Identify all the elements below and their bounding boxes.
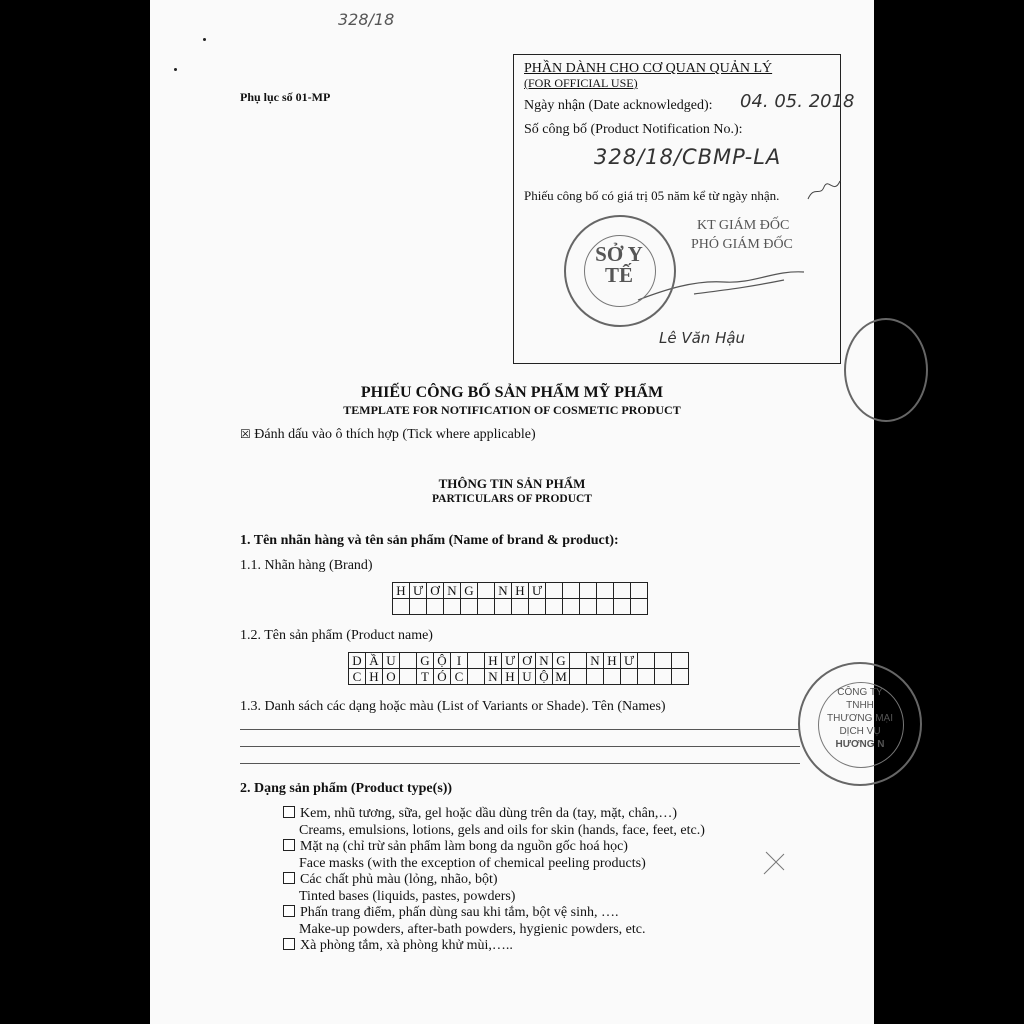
grid-cell: Ư	[529, 583, 546, 599]
brand-label: 1.1. Nhãn hàng (Brand)	[240, 558, 373, 573]
grid-cell	[614, 599, 631, 615]
grid-cell	[400, 653, 417, 669]
item-text-vi: Mặt nạ (chỉ trừ sản phẩm làm bong da nguồn gốc hoá học)	[300, 839, 628, 854]
grid-cell	[563, 583, 580, 599]
grid-cell	[614, 583, 631, 599]
grid-cell: D	[349, 653, 366, 669]
grid-cell: Ộ	[536, 669, 553, 685]
grid-cell	[546, 599, 563, 615]
checkbox[interactable]	[283, 905, 295, 917]
grid-cell	[468, 653, 485, 669]
date-acknowledged-value: 04. 05. 2018	[740, 91, 855, 112]
grid-cell	[444, 599, 461, 615]
grid-cell	[621, 669, 638, 685]
checkbox[interactable]	[283, 839, 295, 851]
checkbox[interactable]	[283, 872, 295, 884]
company-seal	[798, 662, 922, 786]
section2-heading: 2. Dạng sản phẩm (Product type(s))	[240, 781, 453, 796]
grid-cell	[529, 599, 546, 615]
grid-cell	[638, 653, 655, 669]
grid-cell	[427, 599, 444, 615]
grid-cell: M	[553, 669, 570, 685]
section1-heading: 1. Tên nhãn hàng và tên sản phẩm (Name of brand & product):	[240, 533, 619, 548]
product-name-grid	[348, 652, 689, 685]
grid-cell	[393, 599, 410, 615]
variants-label: 1.3. Danh sách các dạng hoặc màu (List of Variants or Shade). Tên (Names)	[240, 699, 666, 714]
grid-cell: H	[502, 669, 519, 685]
grid-cell	[400, 669, 417, 685]
item-text-en: Tinted bases (liquids, pastes, powders)	[299, 888, 516, 904]
company-seal-line: DỊCH VỤ	[839, 726, 881, 737]
product-type-item	[283, 806, 705, 839]
official-heading-en: (FOR OFFICIAL USE)	[524, 76, 638, 90]
grid-cell: Ư	[410, 583, 427, 599]
grid-cell	[461, 599, 478, 615]
handwritten-mark	[762, 848, 790, 878]
handwritten-initials	[806, 177, 846, 207]
grid-cell	[655, 653, 672, 669]
grid-cell	[655, 669, 672, 685]
grid-cell: N	[485, 669, 502, 685]
official-use-box	[513, 54, 855, 364]
grid-cell	[478, 599, 495, 615]
grid-cell	[597, 599, 614, 615]
grid-cell	[604, 669, 621, 685]
annex-label: Phụ lục số 01-MP	[240, 90, 331, 104]
grid-cell: G	[461, 583, 478, 599]
company-seal-line: TNHH	[846, 700, 874, 711]
company-seal-line: CÔNG TY	[837, 687, 883, 698]
product-type-list	[283, 806, 705, 955]
grid-cell	[580, 583, 597, 599]
grid-cell: T	[417, 669, 434, 685]
signer-name: Lê Văn Hậu	[659, 329, 746, 347]
variants-line	[240, 746, 800, 747]
product-name-label: 1.2. Tên sản phẩm (Product name)	[240, 628, 433, 643]
notification-number-label: Số công bố (Product Notification No.):	[524, 122, 743, 137]
item-text-vi: Phấn trang điểm, phấn dùng sau khi tắm, bột vệ sinh, ….	[300, 905, 619, 920]
grid-cell	[478, 583, 495, 599]
grid-cell	[563, 599, 580, 615]
grid-cell: Ơ	[519, 653, 536, 669]
grid-cell: C	[349, 669, 366, 685]
grid-cell	[495, 599, 512, 615]
checkbox[interactable]	[283, 806, 295, 818]
variants-line	[240, 763, 800, 764]
product-type-item	[283, 938, 705, 955]
particulars-title-en: PARTICULARS OF PRODUCT	[432, 493, 592, 505]
company-seal-line: THƯƠNG MẠI	[826, 713, 893, 724]
grid-cell	[672, 669, 689, 685]
item-text-vi: Xà phòng tắm, xà phòng khử mùi,…..	[300, 938, 513, 953]
signer-title-2: PHÓ GIÁM ĐỐC	[691, 237, 793, 252]
grid-cell	[570, 669, 587, 685]
item-text-en: Make-up powders, after-bath powders, hygienic powders, etc.	[299, 921, 646, 937]
grid-cell: U	[519, 669, 536, 685]
grid-cell: U	[383, 653, 400, 669]
checkbox[interactable]	[283, 938, 295, 950]
item-text-en: Creams, emulsions, lotions, gels and oils for skin (hands, face, feet, etc.)	[299, 822, 705, 838]
form-title-vi: PHIẾU CÔNG BỐ SẢN PHẨM MỸ PHẨM	[360, 384, 664, 401]
tick-note-text: Đánh dấu vào ô thích hợp (Tick where applicable)	[254, 427, 536, 442]
grid-cell	[638, 669, 655, 685]
grid-cell	[631, 599, 648, 615]
grid-cell: Ư	[621, 653, 638, 669]
product-type-item	[283, 872, 705, 905]
brand-grid-row	[393, 583, 648, 599]
grid-cell: Ộ	[434, 653, 451, 669]
company-seal-line: HƯƠNG N	[835, 739, 885, 750]
grid-cell	[587, 669, 604, 685]
grid-cell: H	[604, 653, 621, 669]
official-seal	[564, 215, 676, 327]
grid-cell: N	[587, 653, 604, 669]
grid-cell: H	[366, 669, 383, 685]
grid-cell: N	[495, 583, 512, 599]
grid-cell	[570, 653, 587, 669]
official-heading-vi: PHẦN DÀNH CHO CƠ QUAN QUẢN LÝ	[524, 61, 773, 76]
validity-note: Phiếu công bố có giá trị 05 năm kể từ ngày nhận.	[524, 188, 780, 203]
particulars-title-vi: THÔNG TIN SẢN PHẨM	[438, 476, 586, 491]
tick-note	[240, 427, 536, 443]
grid-cell: G	[553, 653, 570, 669]
grid-cell: Ư	[502, 653, 519, 669]
product-type-item	[283, 839, 705, 872]
grid-cell: N	[444, 583, 461, 599]
product-type-item	[283, 905, 705, 938]
variants-line	[240, 729, 800, 730]
brand-grid	[392, 582, 648, 615]
signer-title-1: KT GIÁM ĐỐC	[697, 218, 790, 233]
grid-cell: H	[485, 653, 502, 669]
grid-cell: I	[451, 653, 468, 669]
form-title-en: TEMPLATE FOR NOTIFICATION OF COSMETIC PRODUCT	[343, 403, 681, 417]
grid-cell	[631, 583, 648, 599]
grid-cell: N	[536, 653, 553, 669]
scan-speck	[174, 68, 177, 71]
product-grid-row	[349, 653, 689, 669]
grid-cell: Ầ	[366, 653, 383, 669]
grid-cell: Ó	[434, 669, 451, 685]
item-text-vi: Các chất phủ màu (lỏng, nhão, bột)	[300, 872, 498, 887]
document-page	[150, 0, 893, 1024]
grid-cell: H	[512, 583, 529, 599]
seal-text: SỞ Y TẾ	[595, 242, 643, 287]
grid-cell	[580, 599, 597, 615]
handwritten-reference: 328/18	[338, 10, 395, 29]
grid-cell: G	[417, 653, 434, 669]
grid-cell	[410, 599, 427, 615]
item-text-en: Face masks (with the exception of chemical peeling products)	[299, 855, 646, 871]
brand-grid-row	[393, 599, 648, 615]
grid-cell: Ơ	[427, 583, 444, 599]
date-acknowledged-label: Ngày nhận (Date acknowledged):	[524, 98, 713, 113]
grid-cell	[512, 599, 529, 615]
product-grid-row	[349, 669, 689, 685]
grid-cell	[597, 583, 614, 599]
grid-cell	[672, 653, 689, 669]
grid-cell	[468, 669, 485, 685]
grid-cell: O	[383, 669, 400, 685]
grid-cell: C	[451, 669, 468, 685]
ticked-checkbox-icon: ☒	[240, 427, 251, 441]
company-seal-text	[822, 686, 898, 751]
grid-cell	[546, 583, 563, 599]
scan-speck	[203, 38, 206, 41]
item-text-vi: Kem, nhũ tương, sữa, gel hoặc dầu dùng trên da (tay, mặt, chân,…)	[300, 806, 678, 821]
notification-number-value: 328/18/CBMP-LA	[594, 145, 782, 169]
grid-cell: H	[393, 583, 410, 599]
